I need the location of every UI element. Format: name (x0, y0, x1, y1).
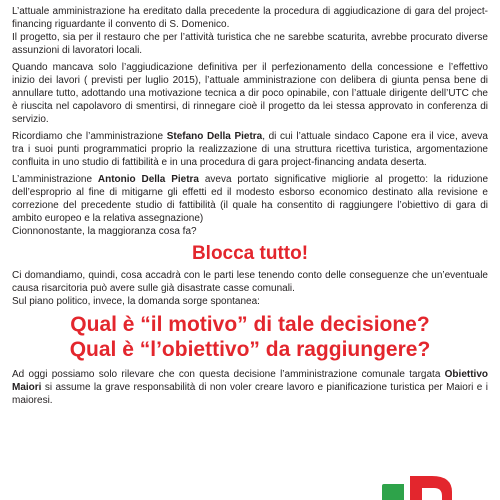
paragraph-conclusion-pre: Ad oggi possiamo solo rilevare che con questa decisione l’amministrazione comunale targata (12, 369, 445, 380)
headline-blocca-tutto: Blocca tutto! (191, 243, 309, 264)
paragraph-political (12, 295, 488, 308)
name-antonio-della-pietra: Antonio Della Pietra (97, 174, 199, 185)
headline-questions (12, 312, 488, 362)
paragraph-previous-administration-pre: Ricordiamo che l’amministrazione (12, 131, 167, 142)
paragraph-improvements-pre: L’amministrazione (12, 174, 98, 185)
paragraph-political-text: Sul piano politico, invece, la domanda sorge spontanea: (12, 296, 260, 307)
paragraph-question (12, 225, 488, 238)
paragraph-previous-administration (12, 130, 488, 169)
paragraph-annulment-text: Quando mancava solo l’aggiudicazione definitiva per il perfezionamento della concessione e l’effettivo inizio dei lavori ( previsti per luglio 2015), l’attuale amministrazione con delibera di giunta pensa bene di annullare tutto, adottando una motivazione tecnica a dir poco opinabile, con l’attuale dirigente dell’UTC che è riuscita nel capolavoro di smentirsi, di rinnegare cioè il progetto da lei stessa approvato in conferenza di servizio. (12, 62, 488, 125)
paragraph-previous-administration-post: , di cui l’attuale sindaco Capone era il vice, aveva tra i suoi punti programmatici proprio la realizzazione di una struttura ricettiva turistica, argomentazione confluita in uno studio di fattibilità e in una procedura di gara project-financing andata deserta. (12, 131, 488, 168)
headline-question-motive: Qual è “il motivo” di tale decisione? (70, 313, 430, 336)
paragraph-conclusion-post: si assume la grave responsabilità di non voler creare lavoro e pianificazione turistica per Maiori e i maioresi. (12, 382, 488, 406)
paragraph-question-text: Cionnonostante, la maggioranza cosa fa? (12, 226, 197, 237)
logo-white-notch (422, 488, 442, 500)
paragraph-improvements-post: aveva portato significative migliorie al progetto: la riduzione dell’esproprio al fine di mitigarne gli effetti ed il modesto esborso economico destinato alla revisione e correzione del precedente studio di fattibilità (il quale ha consentito di raggiungere l’obiettivo di gara di ambito europeo e la relativa assegnazione) (12, 174, 489, 224)
pd-party-logo-icon (382, 474, 462, 500)
headline-question-objective: Qual è “l’obiettivo” da raggiungere? (69, 338, 431, 361)
paragraph-consequences (12, 269, 488, 295)
name-obiettivo-maiori: Obiettivo Maiori (12, 369, 488, 393)
paragraph-conclusion (12, 368, 488, 407)
name-stefano-della-pietra: Stefano Della Pietra (166, 131, 263, 142)
paragraph-project (12, 31, 488, 57)
paragraph-improvements (12, 173, 488, 225)
paragraph-project-text: Il progetto, sia per il restauro che per l’attività turistica che ne sarebbe scaturita, avrebbe procurato diverse assunzioni di lavoratori locali. (12, 32, 488, 56)
paragraph-consequences-text: Ci domandiamo, quindi, cosa accadrà con le parti lese tenendo conto delle conseguenze che un’eventuale causa risarcitoria può avere sulle già disastrate casse comunali. (12, 270, 488, 294)
paragraph-intro (12, 5, 488, 31)
paragraph-annulment (12, 61, 488, 126)
paragraph-intro-text: L’attuale amministrazione ha ereditato dalla precedente la procedura di aggiudicazione di gara del project-financing riguardante il convento di S. Domenico. (12, 6, 488, 30)
